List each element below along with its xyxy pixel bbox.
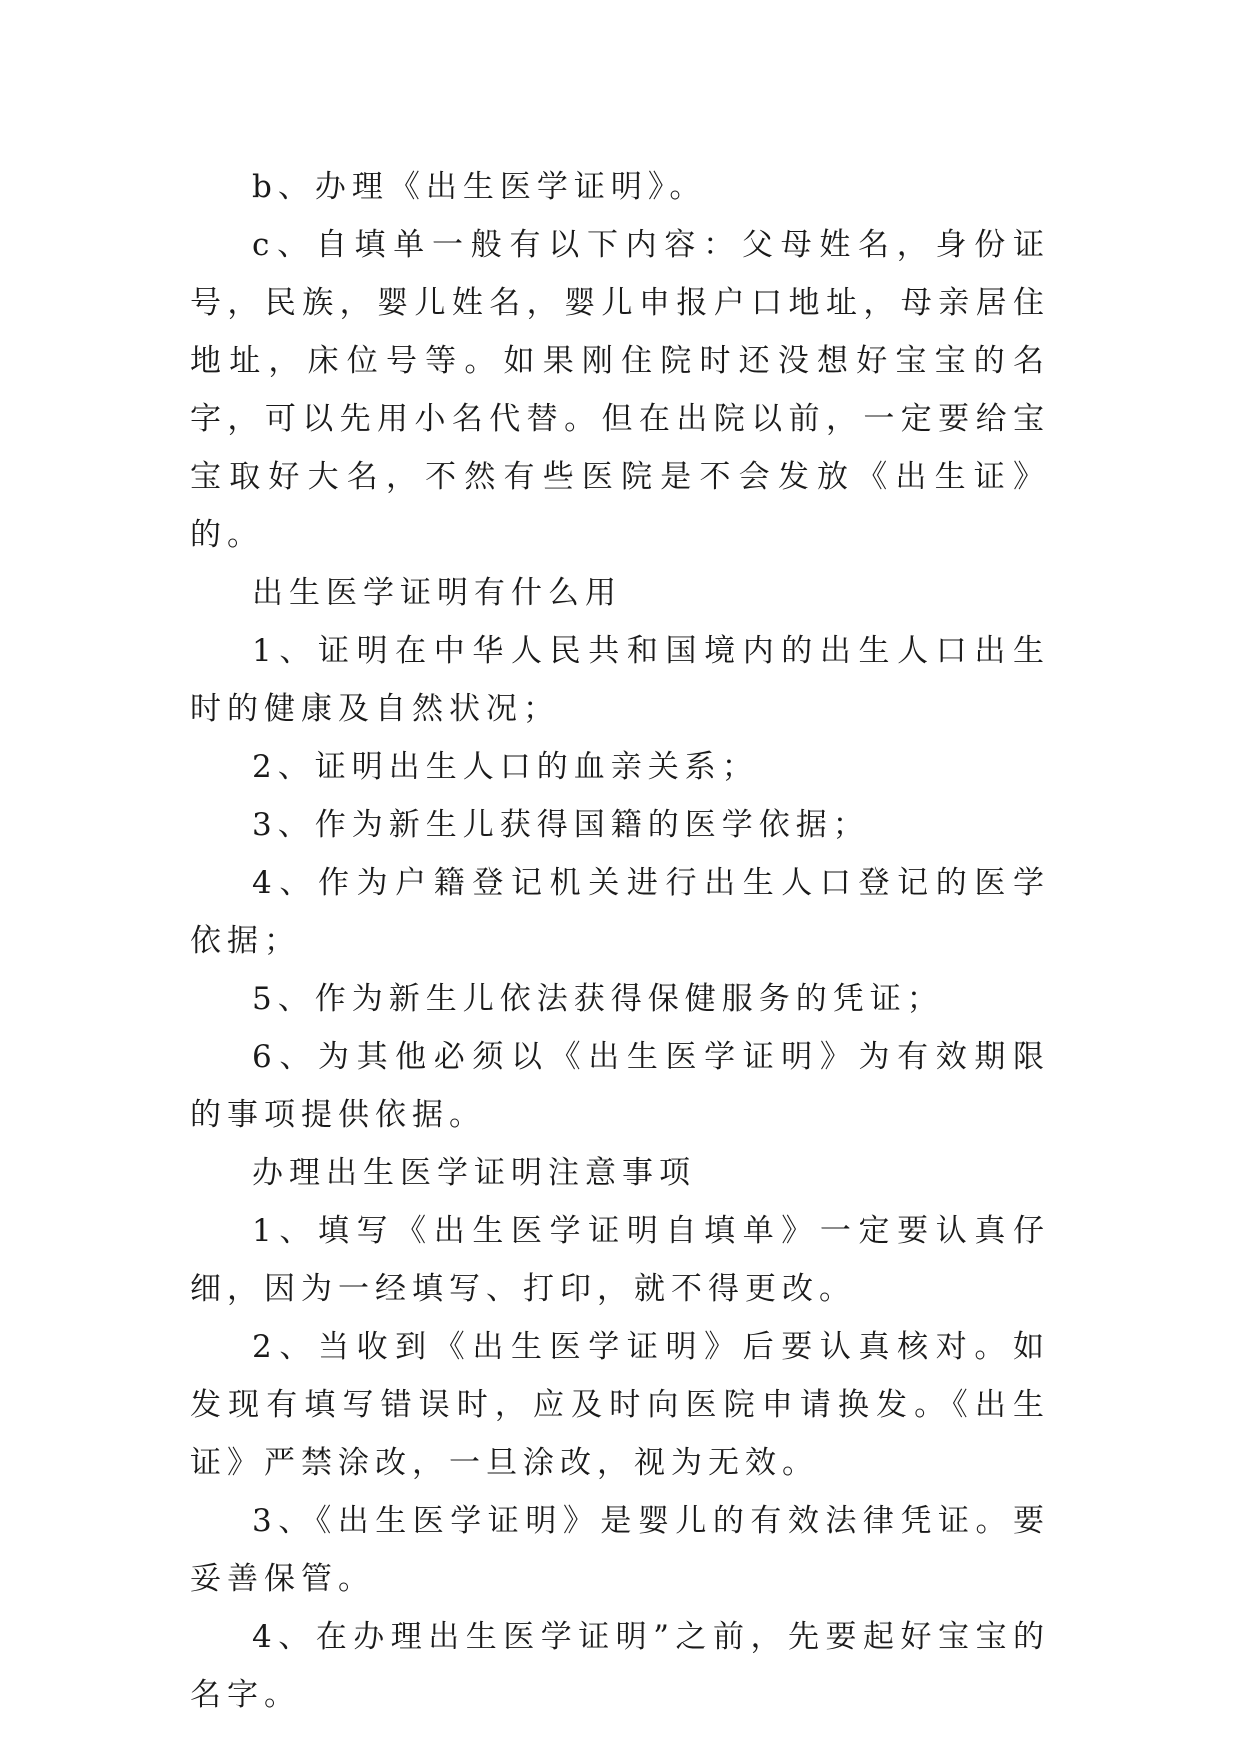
- precaution-item-4: 4、在办理出生医学证明”之前，先要起好宝宝的名字。: [190, 1619, 1050, 1713]
- use-item-4: 4、作为户籍登记机关进行出生人口登记的医学依据；: [190, 865, 1050, 959]
- use-item-3: 3、作为新生儿获得国籍的医学依据；: [252, 807, 870, 843]
- section-heading-certificate-uses: 出生医学证明有什么用: [252, 575, 622, 611]
- precaution-item-3: 3、《出生医学证明》是婴儿的有效法律凭证。要妥善保管。: [190, 1503, 1050, 1597]
- section-heading-precautions: 办理出生医学证明注意事项: [252, 1155, 696, 1191]
- precaution-item-2: 2、当收到《出生医学证明》后要认真核对。如发现有填写错误时，应及时向医院申请换发。《出生证》严禁涂改，一旦涂改，视为无效。: [190, 1329, 1050, 1481]
- use-item-6: 6、为其他必须以《出生医学证明》为有效期限的事项提供依据。: [190, 1039, 1050, 1133]
- precaution-item-1: 1、填写《出生医学证明自填单》一定要认真仔细，因为一经填写、打印，就不得更改。: [190, 1213, 1050, 1307]
- paragraph-c-form-contents: c、自填单一般有以下内容：父母姓名，身份证号，民族，婴儿姓名，婴儿申报户口地址，母亲居住地址，床位号等。如果刚住院时还没想好宝宝的名字，可以先用小名代替。但在出院以前，一定要给宝宝取好大名，不然有些医院是不会发放《出生证》的。: [190, 227, 1050, 553]
- use-item-2: 2、证明出生人口的血亲关系；: [252, 749, 759, 785]
- paragraph-b-apply-certificate: b、办理《出生医学证明》。: [252, 169, 707, 205]
- use-item-5: 5、作为新生儿依法获得保健服务的凭证；: [252, 981, 944, 1017]
- use-item-1: 1、证明在中华人民共和国境内的出生人口出生时的健康及自然状况；: [190, 633, 1050, 727]
- document-body: [190, 158, 1050, 1724]
